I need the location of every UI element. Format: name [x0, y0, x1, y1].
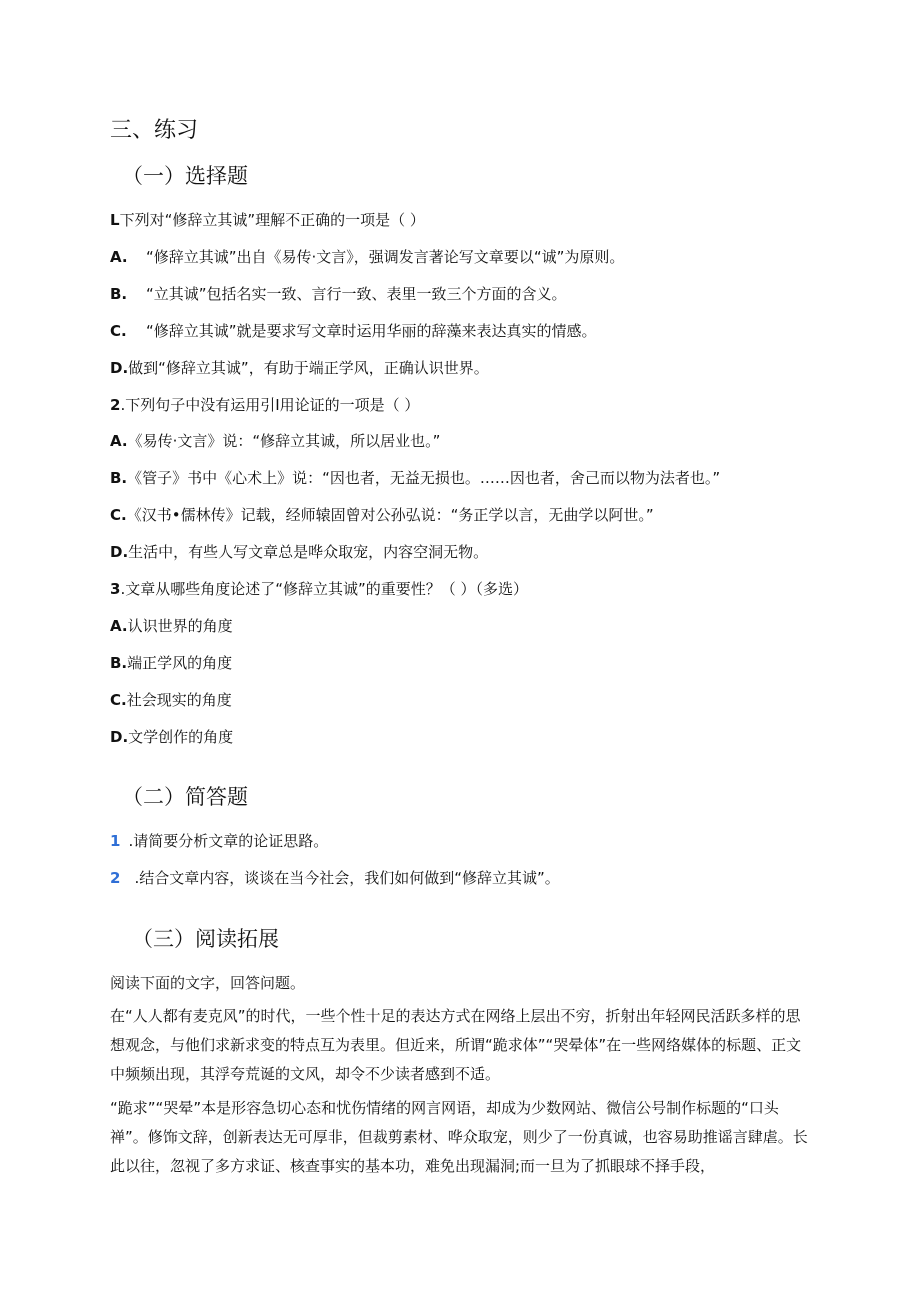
question-2-option-b [110, 467, 720, 488]
option-letter: D. [110, 359, 129, 377]
option-letter: A. [110, 432, 128, 450]
question-3-option-c [110, 689, 232, 710]
question-1-option-b [110, 283, 567, 304]
option-letter: D. [110, 728, 129, 746]
question-1-number: L [110, 211, 120, 229]
option-text: 端正学风的角度 [127, 654, 233, 672]
question-1-option-d [110, 357, 489, 378]
option-text: 生活中，有些人写文章总是哗众取宠，内容空洞无物。 [128, 543, 489, 561]
option-text: 做到“修辞立其诚”，有助于端正学风，正确认识世界。 [128, 359, 489, 377]
option-letter: C. [110, 506, 127, 524]
question-3-option-d [110, 726, 233, 747]
option-letter: D. [110, 543, 129, 561]
question-1-text: 下列对“修辞立其诚”理解不正确的一项是（ ） [119, 211, 425, 229]
option-text: 认识世界的角度 [127, 617, 233, 635]
reading-intro: 阅读下面的文字，回答问题。 [110, 974, 306, 992]
question-2-text: .下列句子中没有运用引I用论证的一项是（ ） [120, 396, 420, 414]
part3-title: （三）阅读拓展 [132, 927, 279, 951]
question-3-number: 3 [110, 580, 121, 598]
short-answer-number: 1 [110, 832, 121, 850]
option-text: “修辞立其诚”就是要求写文章时运用华丽的辞藻来表达真实的情感。 [146, 322, 597, 340]
short-answer-text: .请简要分析文章的论证思路。 [128, 832, 329, 850]
part2-title: （二）简答题 [122, 785, 248, 809]
question-2-option-c [110, 504, 654, 525]
question-3-text: .文章从哪些角度论述了“修辞立其诚”的重要性？（ ）（多选） [120, 580, 529, 598]
option-text: 《易传·文言》说：“修辞立其诚，所以居业也。” [127, 432, 441, 450]
short-answer-1 [110, 830, 328, 851]
option-text: 《汉书•儒林传》记载，经师辕固曾对公孙弘说：“务正学以言，无曲学以阿世。” [126, 506, 654, 524]
option-letter: B. [110, 654, 128, 672]
section-title: 三、练习 [110, 118, 199, 143]
short-answer-number: 2 [110, 869, 121, 887]
short-answer-2 [110, 867, 560, 888]
question-3-stem [110, 578, 528, 599]
option-text: 社会现实的角度 [126, 691, 232, 709]
question-3-option-b [110, 652, 232, 673]
question-2-option-a [110, 430, 440, 451]
question-2-number: 2 [110, 396, 121, 414]
option-text: “立其诚”包括名实一致、言行一致、表里一致三个方面的含义。 [146, 285, 567, 303]
short-answer-text: .结合文章内容，谈谈在当今社会，我们如何做到“修辞立其诚”。 [134, 869, 560, 887]
reading-paragraph-2: “跪求”“哭晕”本是形容急切心态和忧伤情绪的网言网语，却成为少数网站、微信公号制作标题的“口头禅”。修饰文辞，创新表达无可厚非，但裁剪素材、哗众取宠，则少了一份真诚，也容易助推谣言肆虐。长此以往，忽视了多方求证、核查事实的基本功，难免出现漏洞;而一旦为了抓眼球不择手段， [110, 1099, 808, 1175]
option-letter: A. [110, 617, 128, 635]
option-text: 文学创作的角度 [128, 728, 234, 746]
reading-paragraph-1: 在“人人都有麦克风”的时代，一些个性十足的表达方式在网络上层出不穷，折射出年轻网民活跃多样的思想观念，与他们求新求变的特点互为表里。但近来，所谓“跪求体”“哭晕体”在一些网络媒体的标题、正文中频频出现，其浮夸荒诞的文风，却令不少读者感到不适。 [110, 1007, 802, 1083]
question-3-option-a [110, 615, 233, 636]
option-text: “修辞立其诚”出自《易传·文言》，强调发言著论写文章要以“诚”为原则。 [146, 248, 625, 266]
question-2-stem [110, 394, 419, 415]
question-1-option-a [110, 246, 624, 267]
option-letter: B. [110, 469, 128, 487]
question-2-option-d [110, 541, 488, 562]
part1-title: （一）选择题 [122, 164, 248, 188]
option-letter: B. [110, 285, 128, 303]
option-letter: C. [110, 322, 127, 340]
option-text: 《管子》书中《心术上》说：“因也者，无益无损也。……因也者，舍己而以物为法者也。” [127, 469, 721, 487]
question-1-stem [110, 209, 425, 230]
option-letter: C. [110, 691, 127, 709]
question-1-option-c [110, 320, 597, 341]
option-letter: A. [110, 248, 128, 266]
